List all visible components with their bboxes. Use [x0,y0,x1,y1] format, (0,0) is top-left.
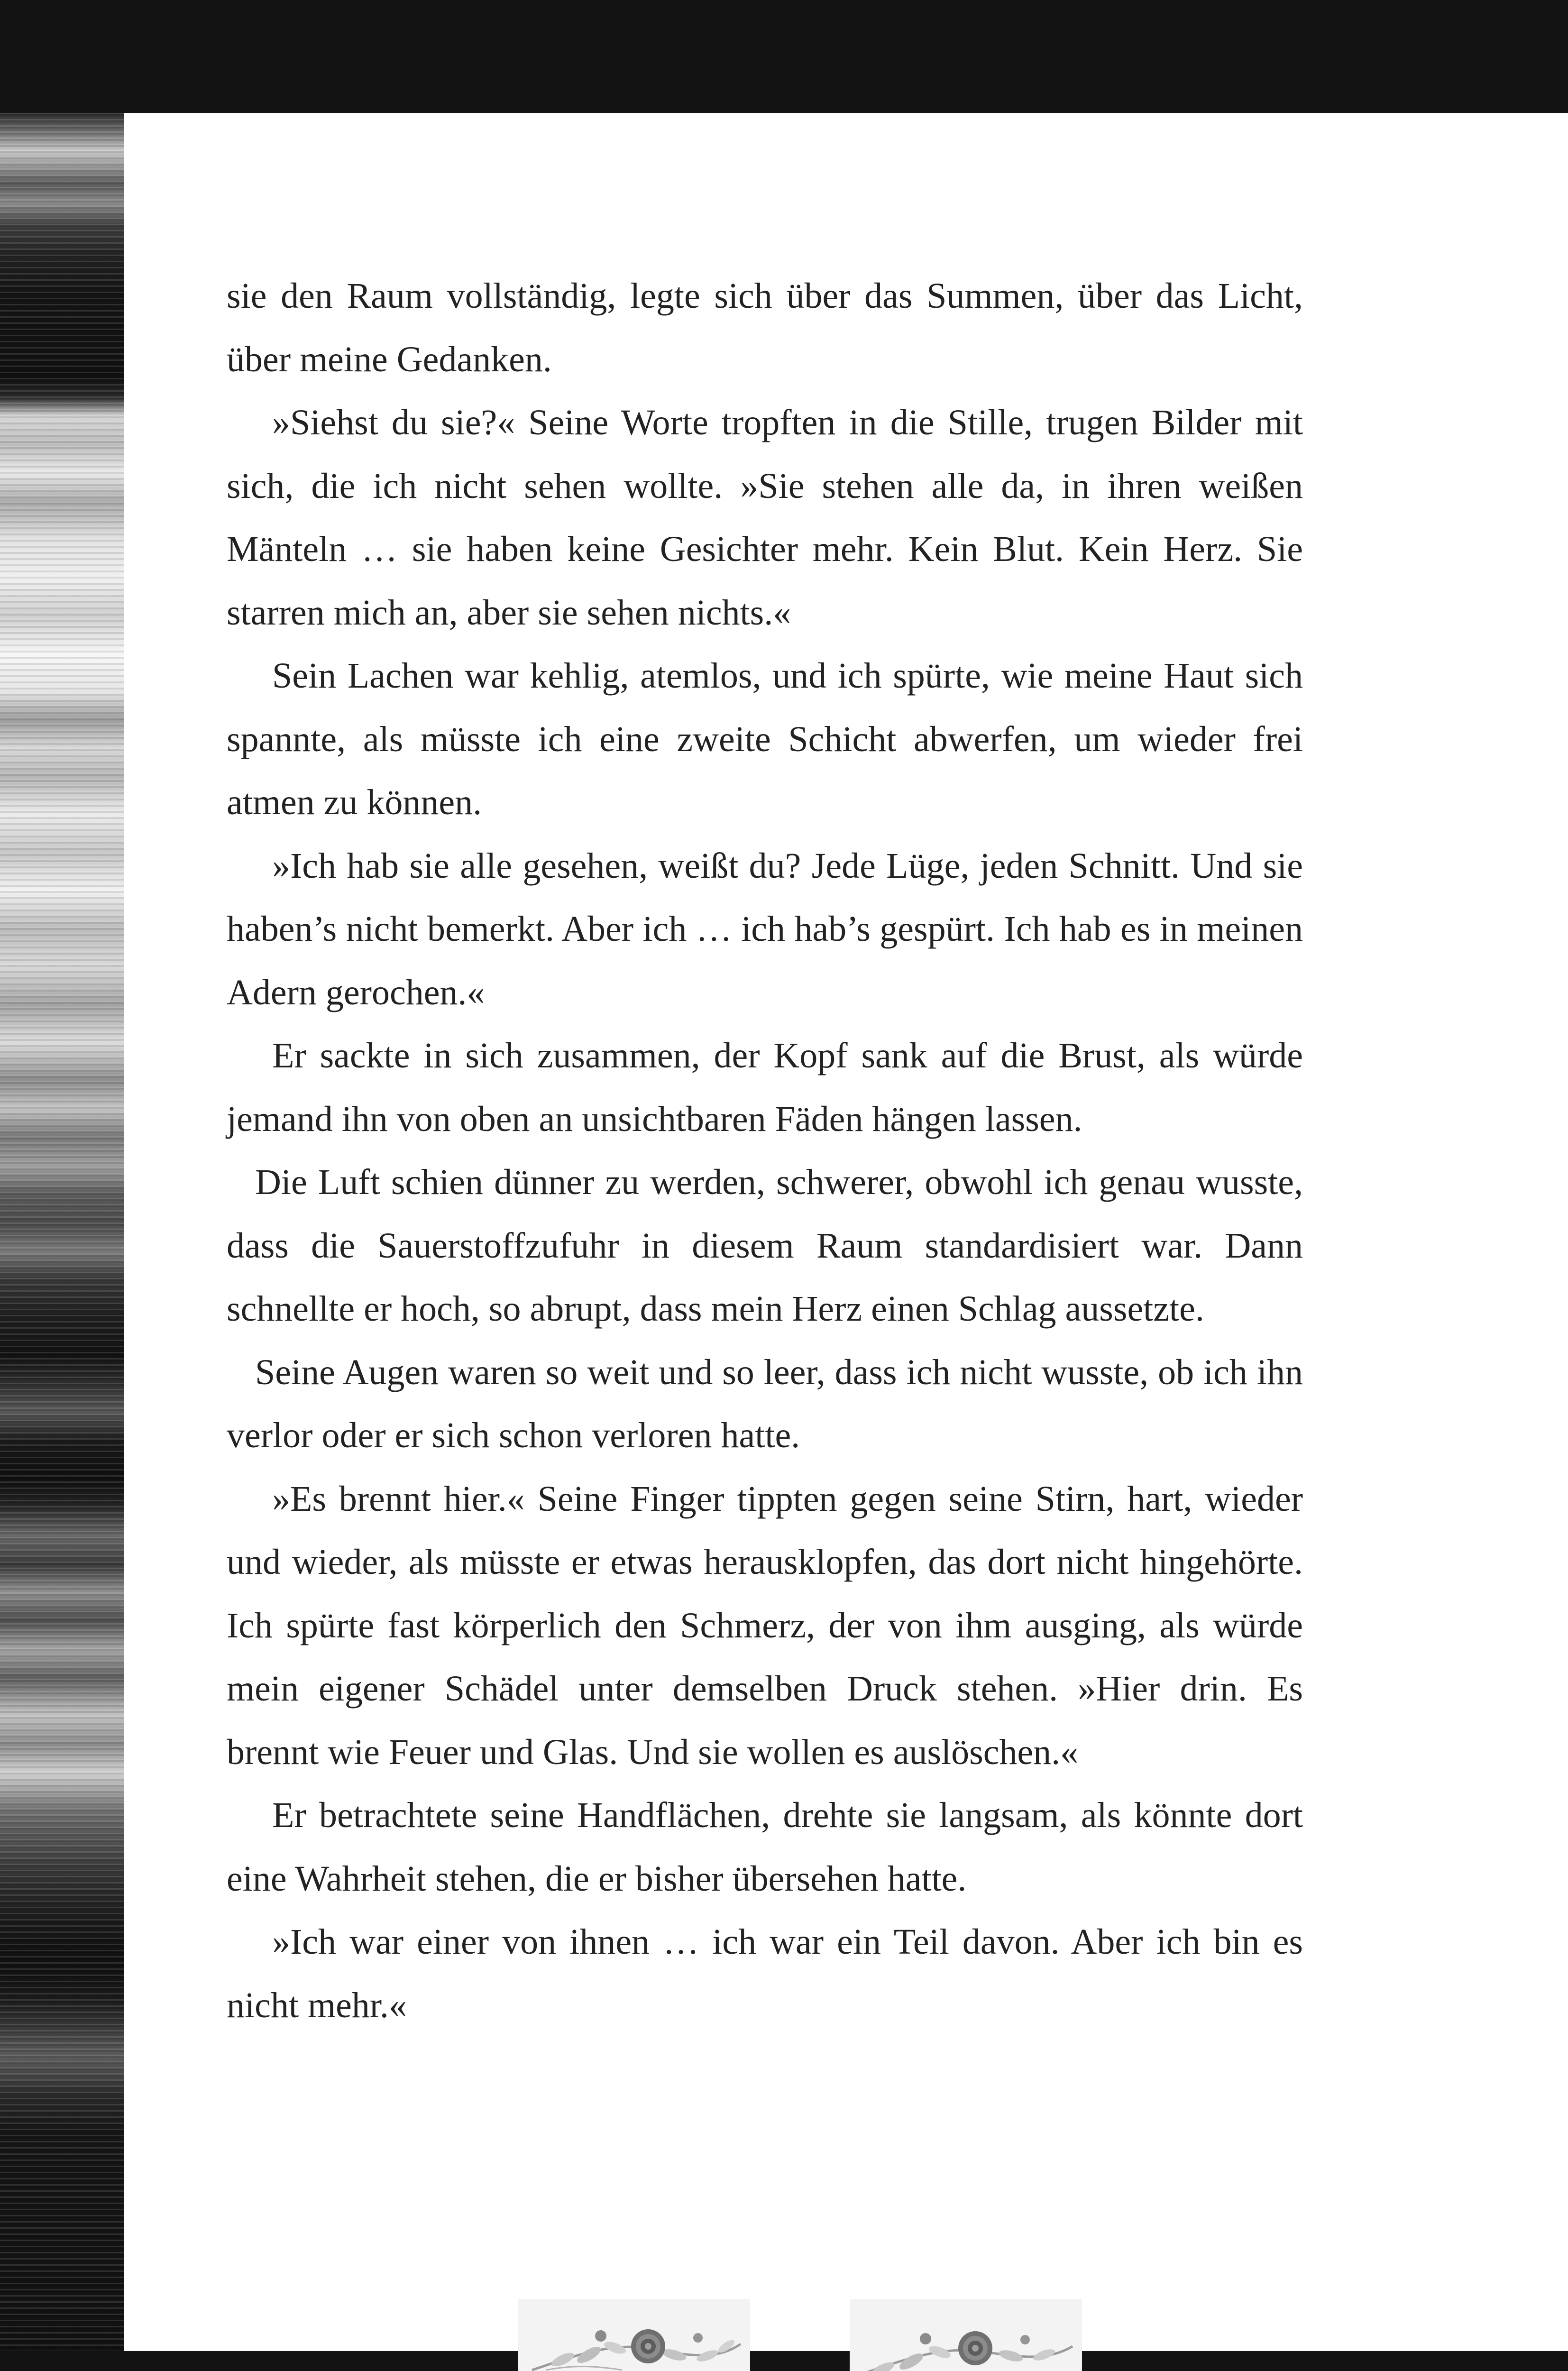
paragraph-6: Die Luft schien dünner zu werden, schwerer, obwohl ich genau wusste, dass die Sauerstoffzufuhr in diesem Raum standardisiert war. Dann schnellte er hoch, so abrupt, dass mein Herz einen Schlag aussetzte. [227,1162,1303,1329]
paragraph-3: Sein Lachen war kehlig, atemlos, und ich spürte, wie meine Haut sich spannte, als müsste ich eine zweite Schicht abwerfen, um wieder frei atmen zu können. [227,656,1303,822]
paragraph-8: »Es brennt hier.« Seine Finger tippten gegen seine Stirn, hart, wieder und wieder, als müsste er etwas herausklopfen, das dort nicht hingehörte. Ich spürte fast körperlich den Schmerz, der von ihm ausging, als würde mein eigener Schädel unter demselben Druck stehen. »Hier drin. Es brennt wie Feuer und Glas. Und sie wollen es auslöschen.« [227,1479,1303,1772]
paragraph-10: »Ich war einer von ihnen … ich war ein Teil davon. Aber ich bin es nicht mehr.« [227,1922,1303,2025]
top-black-band [0,0,1568,113]
page-footer [124,2299,1568,2371]
paragraph-7: Seine Augen waren so weit und so leer, dass ich nicht wusste, ob ich ihn verlor oder er sich schon verloren hatte. [227,1352,1303,1455]
paragraph-1: sie den Raum vollständig, legte sich über das Summen, über das Licht, über meine Gedanken. [227,276,1303,379]
left-strip-texture [0,113,124,2351]
paragraph-2: »Siehst du sie?« Seine Worte tropften in die Stille, trugen Bilder mit sich, die ich nicht sehen wollte. »Sie stehen alle da, in ihren weißen Mänteln … sie haben keine Gesichter mehr. Kein Blut. Kein Herz. Sie starren mich an, aber sie sehen nichts.« [227,403,1303,633]
rose-vine-ornament-icon [518,2299,750,2371]
rose-vine-ornament-icon [850,2299,1082,2371]
paragraph-5: Er sackte in sich zusammen, der Kopf sank auf die Brust, als würde jemand ihn von oben an unsichtbaren Fäden hängen lassen. [227,1036,1303,1139]
paragraph-9: Er betrachtete seine Handflächen, drehte sie langsam, als könnte dort eine Wahrheit stehen, die er bisher übersehen hatte. [227,1795,1303,1899]
paragraph-4: »Ich hab sie alle gesehen, weißt du? Jede Lüge, jeden Schnitt. Und sie haben’s nicht bemerkt. Aber ich … ich hab’s gespürt. Ich hab es in meinen Adern gerochen.« [227,845,1303,1012]
body-text [227,265,1303,2037]
book-page [124,113,1568,2351]
